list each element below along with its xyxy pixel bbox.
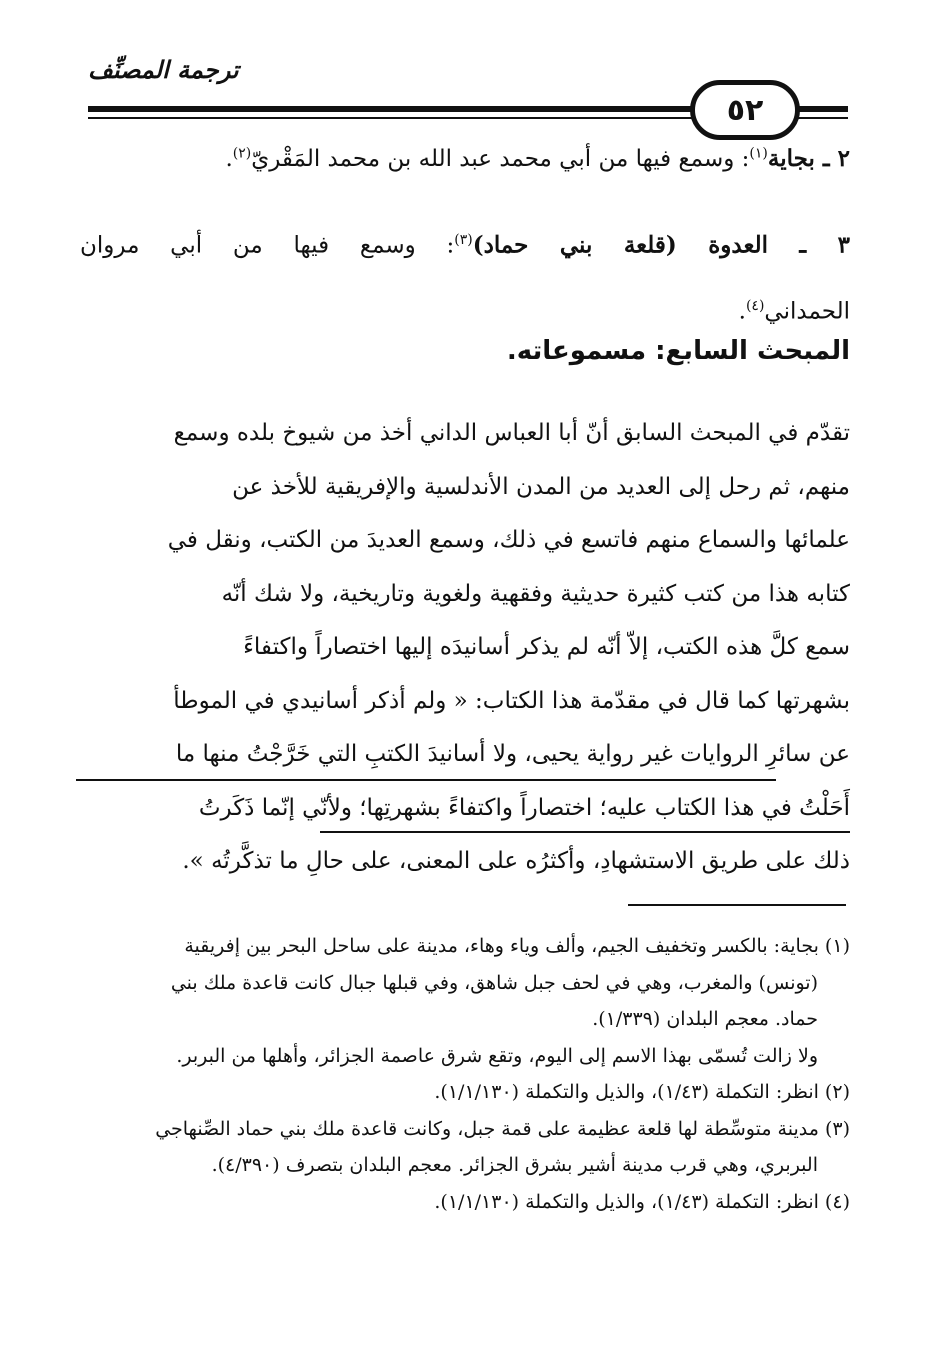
paragraph-line: بشهرتها كما قال في مقدّمة هذا الكتاب: « ولم أذكر أسانيدي في الموطأ (173, 687, 850, 714)
footnotes (80, 928, 850, 1220)
footnote-separator (628, 904, 846, 906)
item-number-title: ٣ ـ العدوة (قلعة بني حماد) (472, 231, 851, 259)
list-item-bijaya (80, 145, 850, 172)
paragraph-line: علمائها والسماع منهم فاتسع في ذلك، وسمع العديدَ من الكتب، ونقل في (167, 527, 850, 553)
section-heading: المبحث السابع: مسموعاته. (506, 336, 850, 366)
footnote-line: (٤) انظر: التكملة (١/٤٣)، والذيل والتكملة (١/١/١٣٠). (434, 1190, 850, 1213)
page-number-badge: ٥٢ (690, 80, 800, 140)
footnote-line: (٣) مدينة متوسِّطة لها قلعة عظيمة على قمة جبل، وكانت قاعدة ملك بني حماد الصِّنهاجي (155, 1117, 850, 1140)
footnote-line: (١) بجاية: بالكسر وتخفيف الجيم، وألف وياء وهاء، مدينة على ساحل البحر بين إفريقية (184, 935, 850, 957)
paragraph-line: كتابه هذا من كتب كثيرة حديثية وفقهية ولغوية وتاريخية، ولا شك أنّه (221, 580, 850, 607)
paragraph-line: ذلك على طريق الاستشهادِ، وأكثرُه على المعنى، على حالِ ما تذكَّرتُه ». (182, 848, 850, 874)
body-paragraph (80, 407, 850, 889)
footnote-line: البربري، وهي قرب مدينة أشير بشرق الجزائر. معجم البلدان بتصرف (٤/٣٩٠). (211, 1154, 818, 1176)
footnote-line: (تونس) والمغرب، وهي في لحف جبل شاهق، وفي قبلها جبال كانت قاعدة ملك بني (170, 971, 818, 994)
footnote-line: ولا زالت تُسمّى بهذا الاسم إلى اليوم، وتقع شرق عاصمة الجزائر، وأهلها من البربر. (176, 1044, 818, 1067)
footnote-ref: (٤) (745, 297, 765, 314)
item-end: . (738, 298, 746, 325)
item-end: . (225, 146, 233, 172)
item-number-title: ٢ ـ بجاية (767, 145, 850, 172)
quote-underline (76, 779, 776, 781)
paragraph-line: أَحَلْتُ في هذا الكتاب عليه؛ اختصاراً واكتفاءً بشهرتِها؛ ولأنّي إنّما ذَكَرتُ (198, 794, 850, 821)
footnote-line: (٢) انظر: التكملة (١/٤٣)، والذيل والتكملة (١/١/١٣٠). (434, 1081, 850, 1103)
footnote-ref: (٢) (232, 145, 252, 162)
item-text: : وسمع فيها من أبي محمد عبد الله بن محمد المَقْريّ (251, 146, 750, 172)
quote-underline (320, 831, 850, 833)
footnote-line: حماد. معجم البلدان (١/٣٣٩). (592, 1008, 818, 1030)
paragraph-line: عن سائرِ الروايات غير رواية يحيى، ولا أسانيدَ الكتبِ التي خَرَّجْتُ منها ما (175, 741, 850, 767)
footnote-ref: (٣) (454, 232, 473, 248)
paragraph-line: سمع كلَّ هذه الكتب، إلاّ أنّه لم يذكر أسانيدَه إليها اختصاراً واكتفاءً (243, 634, 850, 660)
list-item-adwa (80, 210, 850, 341)
footnote-ref: (١) (749, 145, 768, 162)
paragraph-line: تقدّم في المبحث السابق أنّ أبا العباس الداني أخذ من شيوخ بلده وسمع (173, 420, 850, 446)
running-header-title: ترجمة المصنِّف (88, 56, 239, 84)
paragraph-line: منهم، ثم رحل إلى العديد من المدن الأندلسية والإفريقية للأخذ عن (232, 473, 850, 500)
item-text: : وسمع فيها من أبي مروان (80, 232, 455, 259)
item-text-cont: الحمداني (764, 298, 850, 325)
